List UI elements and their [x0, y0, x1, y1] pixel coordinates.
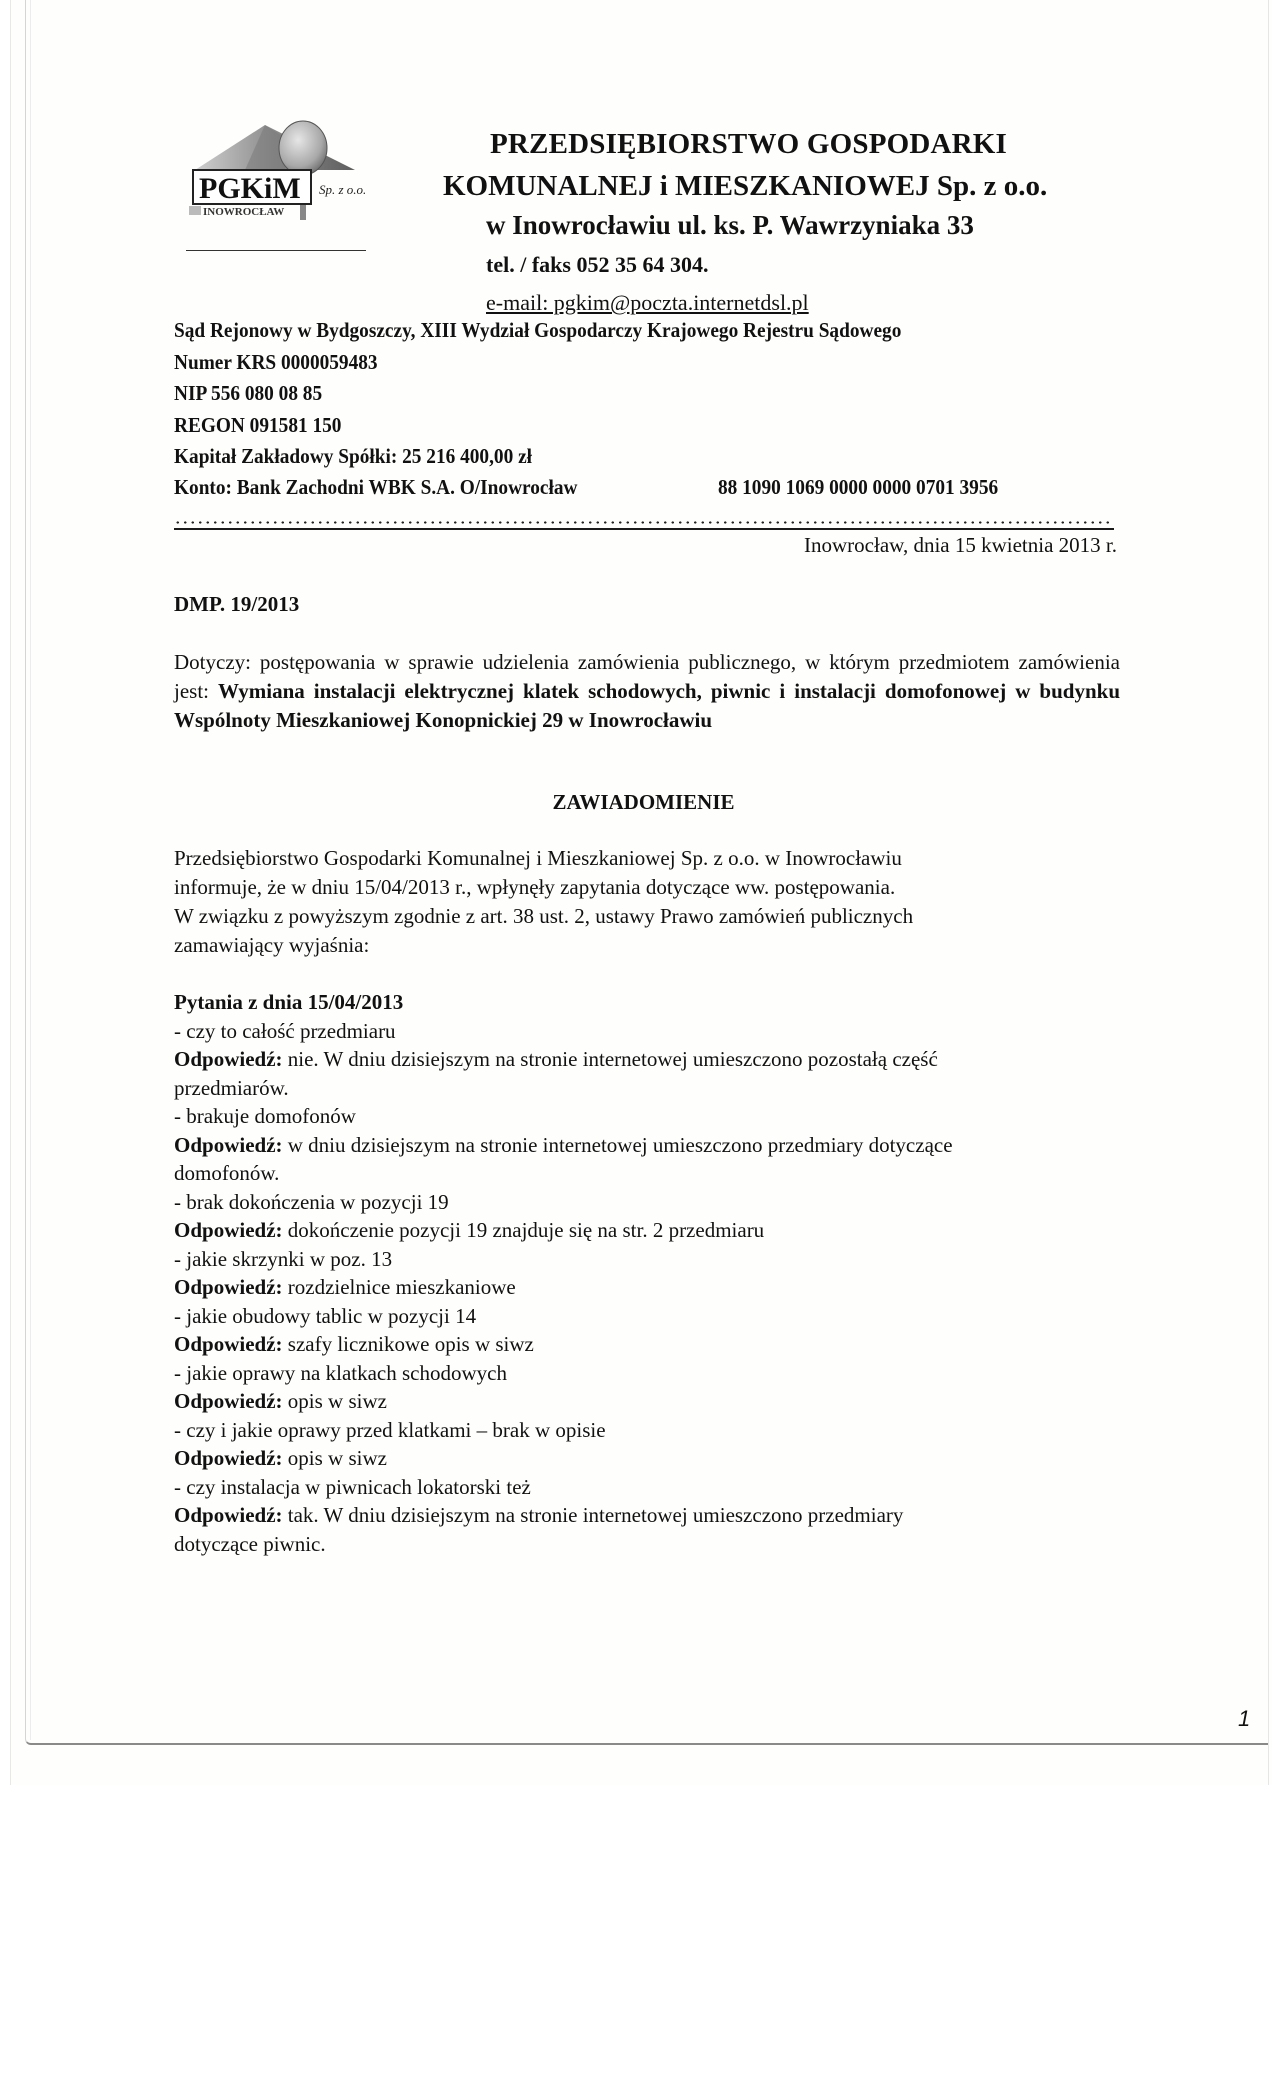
- answer-label: Odpowiedź:: [174, 1503, 283, 1527]
- question: - czy to całość przedmiaru: [174, 1018, 396, 1043]
- solid-separator: [174, 528, 1114, 530]
- company-name-line1: PRZEDSIĘBIORSTWO GOSPODARKI: [490, 128, 1008, 160]
- answer: Odpowiedź: nie. W dniu dzisiejszym na stronie internetowej umieszczono pozostałą część: [174, 1047, 938, 1071]
- answer-label: Odpowiedź:: [174, 1218, 283, 1242]
- scan-edge-left: [10, 0, 11, 1785]
- question: - brakuje domofonów: [174, 1104, 356, 1128]
- question: - czy instalacja w piwnicach lokatorski też: [174, 1474, 531, 1499]
- question: - brak dokończenia w pozycji 19: [174, 1189, 449, 1214]
- subject-paragraph: [174, 648, 1120, 735]
- company-email-link[interactable]: e-mail: pgkim@poczta.internetdsl.pl: [486, 290, 809, 315]
- document-date: Inowrocław, dnia 15 kwietnia 2013 r.: [804, 533, 1117, 557]
- question: - czy i jakie oprawy przed klatkami – brak w opisie: [174, 1417, 606, 1442]
- answer: Odpowiedź: tak. W dniu dzisiejszym na stronie internetowej umieszczono przedmiary: [174, 1503, 904, 1527]
- question: - jakie obudowy tablic w pozycji 14: [174, 1303, 477, 1328]
- answer-label: Odpowiedź:: [174, 1332, 283, 1356]
- registry-capital: Kapitał Zakładowy Spółki: 25 216 400,00 zł: [174, 444, 533, 468]
- answer: Odpowiedź: dokończenie pozycji 19 znajduje się na str. 2 przedmiaru: [174, 1218, 765, 1242]
- svg-text:PGKiM: PGKiM: [199, 172, 301, 205]
- registry-bank-account-label: Konto: Bank Zachodni WBK S.A. O/Inowrocław: [174, 475, 578, 499]
- answer: Odpowiedź: opis w siwz: [174, 1389, 387, 1413]
- questions-heading: Pytania z dnia 15/04/2013: [174, 990, 404, 1014]
- notice-line: zamawiający wyjaśnia:: [174, 933, 370, 957]
- reference-number: DMP. 19/2013: [174, 592, 300, 616]
- answer: Odpowiedź: w dniu dzisiejszym na stronie internetowej umieszczono przedmiary dotyczące: [174, 1132, 953, 1157]
- subject-intro: Dotyczy: postępowania w sprawie udzielenia zamówienia publicznego, w którym przedmiotem zamówienia jest:: [174, 650, 1120, 703]
- answer-continuation: dotyczące piwnic.: [174, 1531, 326, 1556]
- logo-underline: [186, 250, 366, 251]
- questions-answers: [174, 988, 1120, 1558]
- dotted-separator: [174, 521, 1114, 524]
- scan-edge-right: [1268, 0, 1269, 1785]
- registry-nip: NIP 556 080 08 85: [174, 381, 323, 405]
- answer: Odpowiedź: opis w siwz: [174, 1446, 387, 1470]
- answer: Odpowiedź: szafy licznikowe opis w siwz: [174, 1332, 534, 1356]
- notice-line: W związku z powyższym zgodnie z art. 38 ust. 2, ustawy Prawo zamówień publicznych: [174, 904, 914, 928]
- company-phone: tel. / faks 052 35 64 304.: [486, 252, 709, 277]
- answer-label: Odpowiedź:: [174, 1389, 283, 1413]
- question: - jakie oprawy na klatkach schodowych: [174, 1360, 507, 1385]
- answer-label: Odpowiedź:: [174, 1446, 283, 1470]
- subject-title: Wymiana instalacji elektrycznej klatek schodowych, piwnic i instalacji domofonowej w budynku Wspólnoty Mieszkaniowej Konopnickiej 29 w Inowrocławiu: [174, 679, 1121, 732]
- answer-label: Odpowiedź:: [174, 1275, 283, 1299]
- notice-line: informuje, że w dniu 15/04/2013 r., wpłynęły zapytania dotyczące ww. postępowania.: [174, 875, 896, 899]
- notice-line: Przedsiębiorstwo Gospodarki Komunalnej i Mieszkaniowej Sp. z o.o. w Inowrocławiu: [174, 846, 902, 870]
- answer: Odpowiedź: rozdzielnice mieszkaniowe: [174, 1275, 516, 1299]
- answer-continuation: przedmiarów.: [174, 1075, 289, 1100]
- notice-title: ZAWIADOMIENIE: [552, 790, 735, 814]
- question: - jakie skrzynki w poz. 13: [174, 1246, 393, 1271]
- svg-text:Sp. z o.o.: Sp. z o.o.: [319, 182, 365, 197]
- answer-label: Odpowiedź:: [174, 1047, 283, 1071]
- registry-krs: Numer KRS 0000059483: [174, 350, 378, 374]
- registry-regon: REGON 091581 150: [174, 413, 342, 437]
- answer-continuation: domofonów.: [174, 1161, 280, 1185]
- company-address: w Inowrocławiu ul. ks. P. Wawrzyniaka 33: [486, 210, 974, 240]
- registry-court: Sąd Rejonowy w Bydgoszczy, XIII Wydział Gospodarczy Krajowego Rejestru Sądowego: [174, 318, 902, 342]
- company-name-line2: KOMUNALNEJ i MIESZKANIOWEJ Sp. z o.o.: [443, 170, 1048, 202]
- svg-text:INOWROCŁAW: INOWROCŁAW: [203, 206, 285, 218]
- notice-body: [174, 844, 1120, 960]
- registry-bank-account-number: 88 1090 1069 0000 0000 0701 3956: [718, 475, 999, 499]
- pgkim-logo-icon: [185, 118, 365, 230]
- answer-label: Odpowiedź:: [174, 1132, 283, 1157]
- page-number: 1: [1238, 1706, 1251, 1731]
